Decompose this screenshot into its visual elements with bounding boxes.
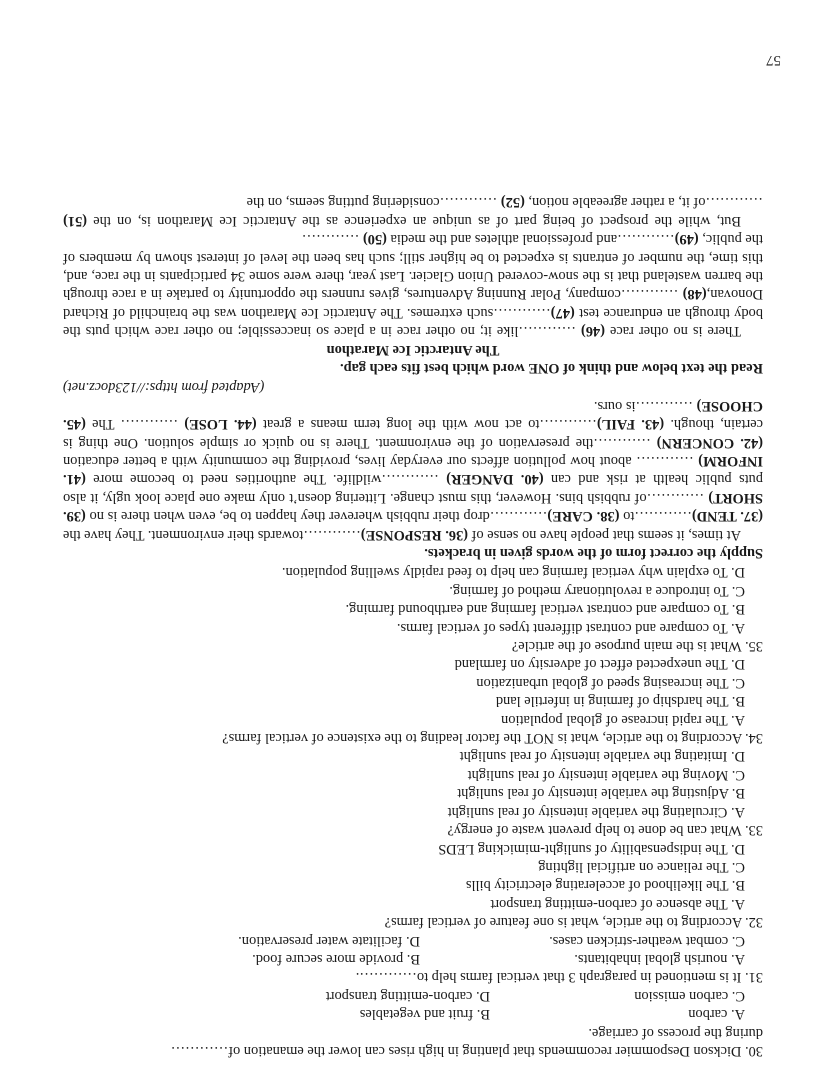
option-c: C. carbon emission <box>634 987 745 1004</box>
question-32-stem: 32. According to the article, what is one feature of vertical farms? <box>384 914 763 931</box>
word-form-heading: Supply the correct form of the words given in brackets. <box>424 545 763 562</box>
gap-fill-passage-1: There is no other race (46) …………like it; no other race in a place so inaccessible; no other race which puts the body through an endurance test (47)…………such extremes. The Antarctic Ice Marathon was the brainchild of Richard Donovan,(48) …………company, Polar Running Adventures, gives runners the opportunity to partake in a race through the barren wasteland that is the snow-covered Union Glacier. Last year, there were some 34 participants in the race, and, this time, the number of entrants is expected to be higher still; such has been the level of interest shown by members of the public, (49)…………and professional athletes and the media (50) ………… <box>63 231 763 340</box>
option-d: D. facilitate water preservation. <box>238 932 420 949</box>
passage-title: The Antarctic Ice Marathon <box>326 341 500 358</box>
option-b: B. provide more secure food. <box>252 950 420 967</box>
gap-fill-passage-2: But, while the prospect of being part of as unique an experience as the Antarctic Ice Marathon is, on the (51) …………of it, a rather agreeable notion, (52) …………considering putting seems, on the <box>63 194 763 229</box>
cue-37: (37. TEND) <box>691 508 763 525</box>
option-a: A. The absence of carbon-emitting transport <box>490 895 745 912</box>
option-b: B. To compare and contrast vertical farming and earthbound farming. <box>345 601 745 618</box>
question-31-stem: 31. It is mentioned in paragraph 3 that vertical farms help to…………. <box>355 969 763 986</box>
option-a: A. To compare and contrast different types of vertical farms. <box>396 619 745 636</box>
cue-45: (45. CHOOSE) <box>63 397 763 433</box>
option-d: D. The indispensability of sunlight-mimicking LEDS <box>438 840 745 857</box>
option-b: B. The likelihood of accelerating electricity bills <box>465 877 745 894</box>
option-d: D. The unexpected effect of adversity on farmland <box>454 656 745 673</box>
option-b: B. Adjusting the variable intensity of real sunlight <box>457 785 745 802</box>
cue-44: (44. LOSE) <box>184 416 257 433</box>
option-d: D. To explain why vertical farming can help to feed rapidly swelling population. <box>281 564 745 581</box>
cue-43: (43. FAIL) <box>596 416 665 433</box>
question-31-options-row1 <box>63 950 745 968</box>
option-d: D. Imitating the variable intensity of real sunlight <box>459 748 745 765</box>
question-30-stem: 30. Dickson Despommier recommends that planting in high rises can lower the emanation of………… during the process of carriage. <box>170 1024 763 1059</box>
gap-fill-heading: Read the text below and think of ONE word which best fits each gap. <box>340 359 763 376</box>
question-30-options-row2 <box>63 986 745 1004</box>
option-b: B. fruit and vegetables <box>359 1006 490 1023</box>
page-content <box>63 193 763 1060</box>
option-c: C. combat weather-stricken cases. <box>549 932 745 949</box>
source-citation: (Adapted from https://123docz.net) <box>63 379 265 396</box>
option-a: A. The rapid increase of global population <box>501 711 745 728</box>
cue-40: (40. DANGER) <box>446 471 544 488</box>
gap-52: (52) <box>500 194 525 211</box>
word-form-passage: At times, it seems that people have no sense of (36. RESPONSE)…………towards their environment. They have the (37. TEND)…………to (38. CARE)…………drop their rubbish wherever they happen to be, even when there is no (39. SHORT) …………of rubbish bins. However, this must change. Littering doesn’t only make one place look ugly, it also puts public health at risk and can (40. DANGER) …………wildlife. The authorities need to become more (41. INFORM) ………… about how pollution affects our everyday lives, providing the community with a better education (42. CONCERN) …………the preservation of the environment. There is no quick or simple solution. One thing is certain, though. (43. FAIL)…………to act now with the long term means a great (44. LOSE) ………… The (45. CHOOSE) …………is ours. <box>62 397 763 543</box>
cue-36: (36. RESPONSE) <box>360 526 469 543</box>
gap-51: (51) <box>63 212 87 229</box>
cue-38: (38. CARE) <box>547 508 620 525</box>
option-d: D. carbon-emitting transport <box>325 987 490 1004</box>
gap-46: (46) <box>580 323 605 340</box>
question-31-options-row2 <box>63 931 745 949</box>
option-a: A. nourish global inhabitants. <box>574 950 745 967</box>
option-b: B. The hardship of farming in infertile land <box>495 693 745 710</box>
option-c: C. The reliance on artificial lighting <box>538 858 745 875</box>
cue-41: (41. INFORM) <box>63 453 763 488</box>
gap-49: (49) <box>674 231 699 248</box>
option-a: A. Circulating the variable intensity of real sunlight <box>447 803 745 820</box>
page-number: 57 <box>766 52 781 68</box>
question-35-stem: 35. What is the main purpose of the article? <box>511 638 763 655</box>
cue-39: (39. SHORT) <box>63 489 763 525</box>
question-33-stem: 33. What can be done to help prevent waste of energy? <box>447 822 763 839</box>
gap-50: (50) <box>362 231 387 248</box>
option-c: C. To introduce a revolutionary method of farming. <box>449 582 745 599</box>
option-a: A. carbon <box>688 1006 745 1023</box>
cue-42: (42. CONCERN) <box>656 434 763 451</box>
option-c: C. Moving the variable intensity of real sunlight <box>467 766 745 783</box>
question-34-stem: 34. According to the article, what is NOT the factor leading to the existence of vertical farms? <box>222 730 763 747</box>
gap-48: (48) <box>682 286 707 303</box>
question-30-options-row1 <box>63 1005 745 1023</box>
gap-47: (47) <box>550 304 575 321</box>
option-c: C. The increasing speed of global urbanization <box>476 674 745 691</box>
